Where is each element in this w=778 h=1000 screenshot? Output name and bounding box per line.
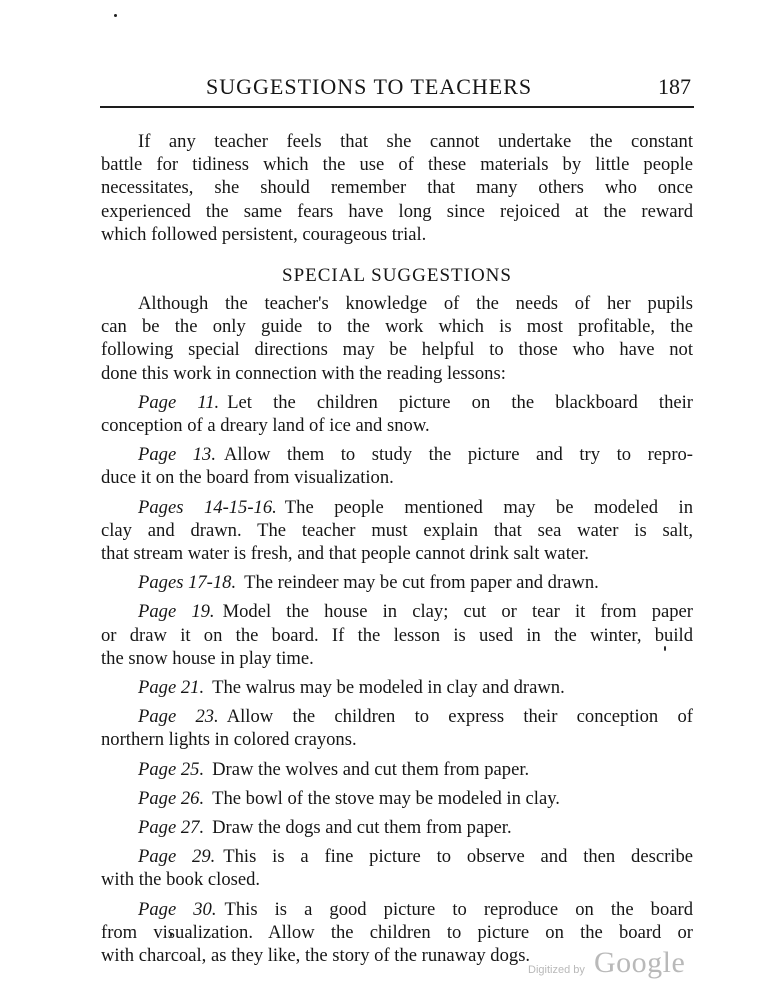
suggestion-text: Allow them to study the picture and try to repro- (224, 444, 693, 466)
suggestion-entry (101, 845, 693, 891)
page-reference: Pages 17-18. (138, 572, 237, 594)
text-line: duce it on the board from visualization. (101, 467, 394, 489)
text-line: the snow house in play time. (101, 647, 314, 669)
text-line: northern lights in colored crayons. (101, 729, 357, 751)
suggestion-entry (101, 600, 693, 670)
suggestion-entry (101, 758, 693, 781)
page-reference: Page 23. (138, 706, 219, 728)
suggestion-text: Model the house in clay; cut or tear it from paper (222, 601, 693, 623)
suggestion-entry (101, 571, 693, 594)
page-reference: Pages 14-15-16. (138, 496, 277, 518)
suggestion-text: The reindeer may be cut from paper and drawn. (244, 572, 599, 594)
text-line: clay and drawn. The teacher must explain that sea water is salt, (101, 519, 693, 541)
suggestion-text: The walrus may be modeled in clay and drawn. (212, 677, 565, 699)
page-reference: Page 13. (138, 444, 216, 466)
page-header (100, 74, 695, 104)
section-heading: SPECIAL SUGGESTIONS (282, 265, 512, 287)
text-line: battle for tidiness which the use of these materials by little people (101, 154, 693, 176)
scan-speck (114, 14, 117, 17)
suggestion-list (101, 391, 693, 967)
suggestion-entry (101, 705, 693, 751)
text-line: can be the only guide to the work which is most profitable, the (101, 316, 693, 338)
text-line: experienced the same fears have long since rejoiced at the reward (101, 200, 693, 222)
watermark-prefix: Digitized by (528, 964, 585, 976)
suggestion-text: The people mentioned may be modeled in (284, 496, 693, 518)
text-line (101, 845, 693, 868)
suggestion-text: Draw the dogs and cut them from paper. (212, 817, 512, 839)
section-intro (101, 292, 693, 385)
page-number: 187 (658, 74, 691, 99)
page-reference: Page 21. (138, 677, 205, 699)
header-rule (100, 106, 694, 108)
text-line: that stream water is fresh, and that people cannot drink salt water. (101, 543, 589, 565)
suggestion-entry (101, 496, 693, 566)
text-line (101, 898, 693, 921)
digitized-by-google-watermark (528, 946, 698, 982)
page-reference: Page 30. (138, 898, 217, 920)
text-line (101, 391, 693, 414)
suggestion-text: Draw the wolves and cut them from paper. (212, 758, 530, 780)
text-line: with the book closed. (101, 869, 261, 891)
google-logo: Google (594, 946, 686, 979)
text-line (101, 571, 693, 594)
text-line: or draw it on the board. If the lesson is used in the winter, build (101, 624, 693, 646)
suggestion-text: Allow the children to express their conception of (226, 706, 693, 728)
suggestion-entry (101, 443, 693, 489)
text-line (101, 676, 693, 699)
text-line (101, 758, 693, 781)
suggestion-text: This is a fine picture to observe and then describe (223, 846, 693, 868)
page-body (101, 130, 693, 967)
page-reference: Page 26. (138, 787, 205, 809)
intro-paragraph (101, 130, 693, 246)
text-line (101, 600, 693, 623)
suggestion-entry (101, 816, 693, 839)
text-line: with charcoal, as they like, the story of the runaway dogs. (101, 945, 531, 967)
page-reference: Page 29. (138, 846, 216, 868)
suggestion-entry (101, 391, 693, 437)
page-reference: Page 11. (138, 391, 220, 413)
text-line (101, 496, 693, 519)
suggestion-entry (101, 676, 693, 699)
text-line: which followed persistent, courageous trial. (101, 223, 427, 245)
text-line (101, 443, 693, 466)
text-line (101, 787, 693, 810)
text-line: from visualization. Allow the children to picture on the board or (101, 921, 693, 943)
page-reference: Page 27. (138, 817, 205, 839)
running-head: SUGGESTIONS TO TEACHERS (206, 74, 533, 99)
suggestion-text: The bowl of the stove may be modeled in clay. (212, 787, 560, 809)
text-line: Although the teacher's knowledge of the needs of her pupils (138, 293, 693, 315)
text-line: conception of a dreary land of ice and snow. (101, 415, 430, 437)
text-line: following special directions may be helpful to those who have not (101, 339, 693, 361)
page-reference: Page 19. (138, 601, 215, 623)
suggestion-text: Let the children picture on the blackboard their (227, 391, 693, 413)
text-line: necessitates, she should remember that many others who once (101, 177, 693, 199)
suggestion-text: This is a good picture to reproduce on the board (224, 898, 693, 920)
text-line (101, 705, 693, 728)
text-line (101, 816, 693, 839)
text-line: done this work in connection with the reading lessons: (101, 362, 506, 384)
text-line: If any teacher feels that she cannot undertake the constant (138, 131, 693, 152)
page-reference: Page 25. (138, 758, 205, 780)
suggestion-entry (101, 787, 693, 810)
